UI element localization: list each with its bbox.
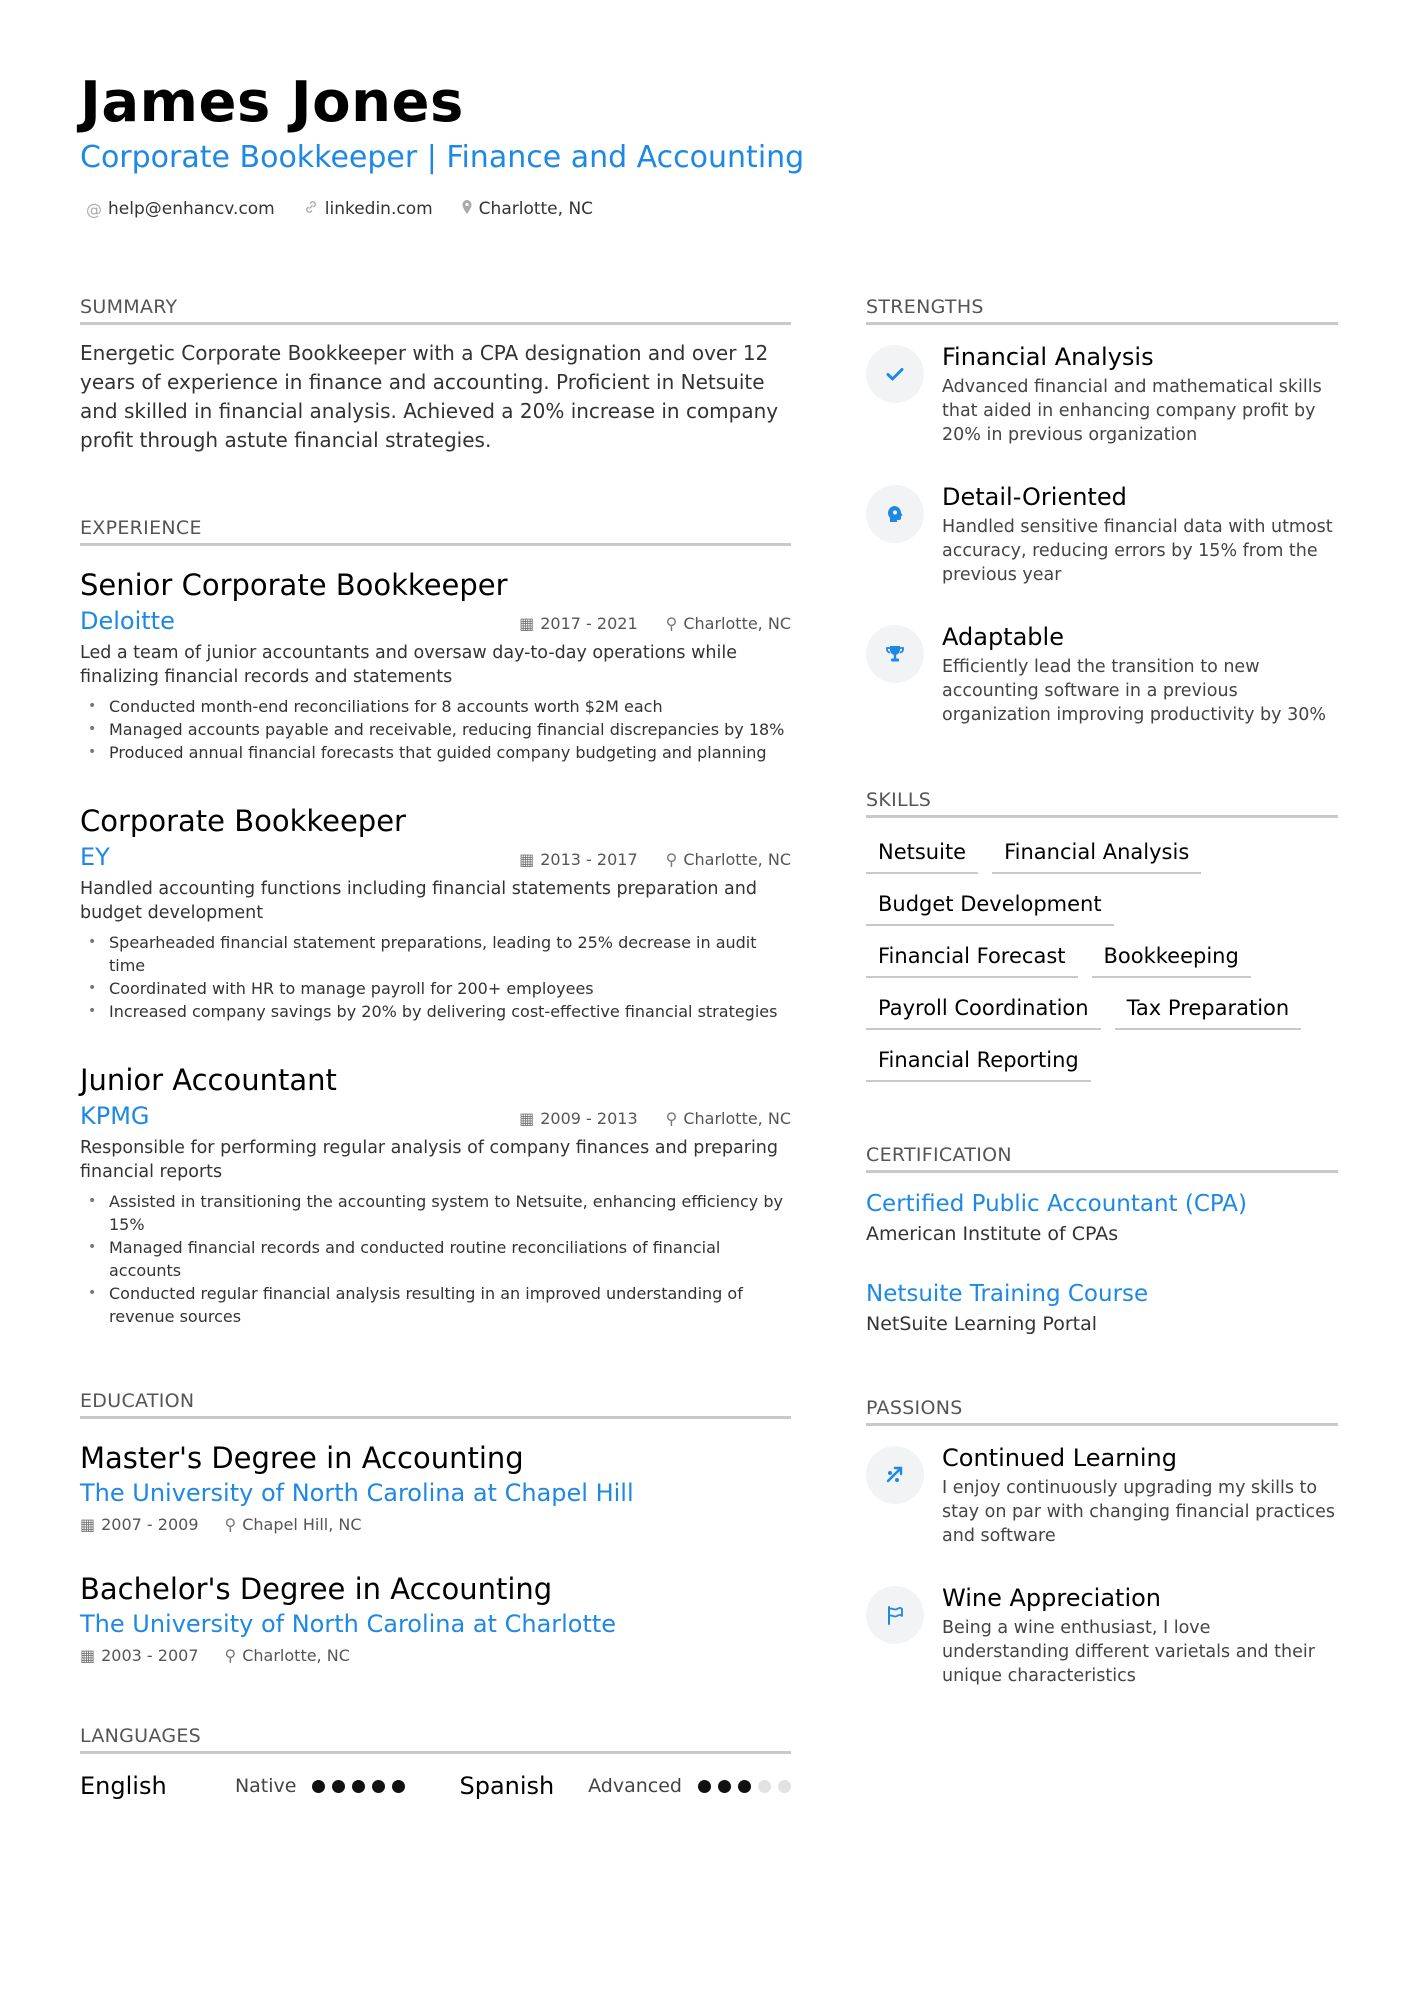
calendar-icon: ▦ <box>519 850 535 869</box>
location-pin-icon: ⚲ <box>665 1109 678 1128</box>
contact-bar <box>86 199 593 219</box>
skill-tag: Bookkeeping <box>1092 938 1251 978</box>
job-location: Charlotte, NC <box>683 1109 791 1128</box>
list-item: • Assisted in transitioning the accounting system to Netsuite, enhancing efficiency by 15% <box>80 1190 791 1236</box>
skills-heading: SKILLS <box>866 789 1338 818</box>
passions-heading: PASSIONS <box>866 1397 1338 1426</box>
certification-name: Netsuite Training Course <box>866 1281 1149 1307</box>
rating-dot-filled <box>738 1780 751 1793</box>
strength-item <box>866 625 1338 727</box>
list-item: • Conducted regular financial analysis resulting in an improved understanding of revenue sources <box>80 1282 791 1328</box>
list-item: • Conducted month-end reconciliations for 8 accounts worth $2M each <box>80 695 791 718</box>
job-title: Junior Accountant <box>80 1063 337 1097</box>
head-icon <box>866 485 924 543</box>
school-name: The University of North Carolina at Charlotte <box>80 1610 617 1638</box>
language-level: Advanced <box>588 1775 682 1797</box>
skill-tag: Payroll Coordination <box>866 990 1101 1030</box>
degree-title: Bachelor's Degree in Accounting <box>80 1572 553 1606</box>
passion-item <box>866 1586 1338 1688</box>
list-item: • Managed financial records and conducted routine reconciliations of financial accounts <box>80 1236 791 1282</box>
passion-description: I enjoy continuously upgrading my skills to stay on par with changing financial practices and software <box>942 1478 1335 1546</box>
company-name: KPMG <box>80 1102 150 1130</box>
strength-title: Adaptable <box>942 623 1064 651</box>
job-description: Led a team of junior accountants and oversaw day-to-day operations while finalizing financial records and statements <box>80 643 737 687</box>
list-item: • Increased company savings by 20% by delivering cost-effective financial strategies <box>80 1000 791 1023</box>
rating-dot-empty <box>758 1780 771 1793</box>
passion-title: Continued Learning <box>942 1444 1177 1472</box>
list-item: • Coordinated with HR to manage payroll for 200+ employees <box>80 977 791 1000</box>
rating-dot-empty <box>778 1780 791 1793</box>
rating-dot-filled <box>392 1780 405 1793</box>
at-icon: @ <box>86 199 102 219</box>
learning-icon <box>866 1446 924 1504</box>
job-title: Corporate Bookkeeper <box>80 804 406 838</box>
candidate-name: James Jones <box>80 70 464 135</box>
certification-item <box>866 1281 1338 1335</box>
job-bullets <box>80 695 791 764</box>
company-name: EY <box>80 843 110 871</box>
job-entry <box>80 568 791 764</box>
location-pin-icon: ⚲ <box>224 1515 237 1534</box>
education-entry <box>80 1441 791 1534</box>
left-column <box>80 296 791 1800</box>
edu-location: Charlotte, NC <box>242 1646 350 1665</box>
edu-dates: 2003 - 2007 <box>101 1646 199 1665</box>
calendar-icon: ▦ <box>519 614 535 633</box>
job-bullets <box>80 931 791 1023</box>
job-dates: 2013 - 2017 <box>540 850 638 869</box>
languages-row <box>80 1772 791 1800</box>
passion-title: Wine Appreciation <box>942 1584 1162 1612</box>
job-description: Responsible for performing regular analysis of company finances and preparing financial reports <box>80 1138 779 1182</box>
rating-dot-filled <box>312 1780 325 1793</box>
passion-description: Being a wine enthusiast, I love understanding different varietals and their unique characteristics <box>942 1618 1315 1686</box>
location-pin-icon: ⚲ <box>224 1646 237 1665</box>
strength-description: Handled sensitive financial data with utmost accuracy, reducing errors by 15% from the previous year <box>942 517 1333 585</box>
language-name: English <box>80 1772 167 1800</box>
language-rating <box>698 1780 791 1793</box>
education-heading: EDUCATION <box>80 1390 791 1419</box>
job-location: Charlotte, NC <box>683 614 791 633</box>
trophy-icon <box>866 625 924 683</box>
certification-item <box>866 1191 1338 1245</box>
certification-name: Certified Public Accountant (CPA) <box>866 1191 1248 1217</box>
rating-dot-filled <box>718 1780 731 1793</box>
strength-description: Advanced financial and mathematical skills that aided in enhancing company profit by 20% in previous organization <box>942 377 1322 445</box>
languages-heading: LANGUAGES <box>80 1725 791 1754</box>
strength-title: Financial Analysis <box>942 343 1154 371</box>
job-entry <box>80 1063 791 1328</box>
job-title: Senior Corporate Bookkeeper <box>80 568 508 602</box>
contact-location: Charlotte, NC <box>461 199 593 219</box>
job-bullets <box>80 1190 791 1328</box>
calendar-icon: ▦ <box>519 1109 535 1128</box>
list-item: • Produced annual financial forecasts that guided company budgeting and planning <box>80 741 791 764</box>
check-icon <box>866 345 924 403</box>
strength-item <box>866 485 1338 587</box>
strengths-heading: STRENGTHS <box>866 296 1338 325</box>
candidate-title: Corporate Bookkeeper | Finance and Accounting <box>80 140 805 175</box>
job-description: Handled accounting functions including financial statements preparation and budget development <box>80 879 757 923</box>
calendar-icon: ▦ <box>80 1646 96 1665</box>
summary-text: Energetic Corporate Bookkeeper with a CPA designation and over 12 years of experience in finance and accounting. Proficient in Netsuite and skilled in financial analysis. Achieved a 20% increase in company profit through astute financial strategies. <box>80 341 779 452</box>
job-location: Charlotte, NC <box>683 850 791 869</box>
skill-tag: Financial Analysis <box>992 834 1201 874</box>
job-entry <box>80 804 791 1023</box>
skills-list <box>866 834 1338 1082</box>
location-pin-icon <box>461 199 473 219</box>
skill-tag: Financial Forecast <box>866 938 1078 978</box>
location-pin-icon: ⚲ <box>665 850 678 869</box>
list-item: • Managed accounts payable and receivable, reducing financial discrepancies by 18% <box>80 718 791 741</box>
rating-dot-filled <box>698 1780 711 1793</box>
strength-description: Efficiently lead the transition to new accounting software in a previous organization improving productivity by 30% <box>942 657 1326 725</box>
degree-title: Master's Degree in Accounting <box>80 1441 524 1475</box>
summary-heading: SUMMARY <box>80 296 791 325</box>
certification-issuer: NetSuite Learning Portal <box>866 1313 1098 1335</box>
job-dates: 2009 - 2013 <box>540 1109 638 1128</box>
experience-heading: EXPERIENCE <box>80 517 791 546</box>
strength-item <box>866 345 1338 447</box>
certification-heading: CERTIFICATION <box>866 1144 1338 1173</box>
skill-tag: Budget Development <box>866 886 1114 926</box>
skill-tag: Financial Reporting <box>866 1042 1091 1082</box>
link-icon <box>303 199 319 219</box>
calendar-icon: ▦ <box>80 1515 96 1534</box>
skill-tag: Netsuite <box>866 834 978 874</box>
language-rating <box>312 1780 405 1793</box>
education-entry <box>80 1572 791 1665</box>
location-pin-icon: ⚲ <box>665 614 678 633</box>
strength-title: Detail-Oriented <box>942 483 1127 511</box>
skill-tag: Tax Preparation <box>1115 990 1302 1030</box>
contact-email[interactable]: @ help@enhancv.com <box>86 199 275 219</box>
flag-icon <box>866 1586 924 1644</box>
certification-issuer: American Institute of CPAs <box>866 1223 1119 1245</box>
company-name: Deloitte <box>80 607 175 635</box>
language-name: Spanish <box>459 1772 555 1800</box>
edu-dates: 2007 - 2009 <box>101 1515 199 1534</box>
rating-dot-filled <box>332 1780 345 1793</box>
job-dates: 2017 - 2021 <box>540 614 638 633</box>
rating-dot-filled <box>372 1780 385 1793</box>
school-name: The University of North Carolina at Chapel Hill <box>80 1479 634 1507</box>
rating-dot-filled <box>352 1780 365 1793</box>
language-level: Native <box>234 1775 297 1797</box>
edu-location: Chapel Hill, NC <box>242 1515 362 1534</box>
list-item: • Spearheaded financial statement preparations, leading to 25% decrease in audit time <box>80 931 791 977</box>
passion-item <box>866 1446 1338 1548</box>
contact-link[interactable]: linkedin.com <box>303 199 433 219</box>
right-column <box>866 296 1338 1688</box>
